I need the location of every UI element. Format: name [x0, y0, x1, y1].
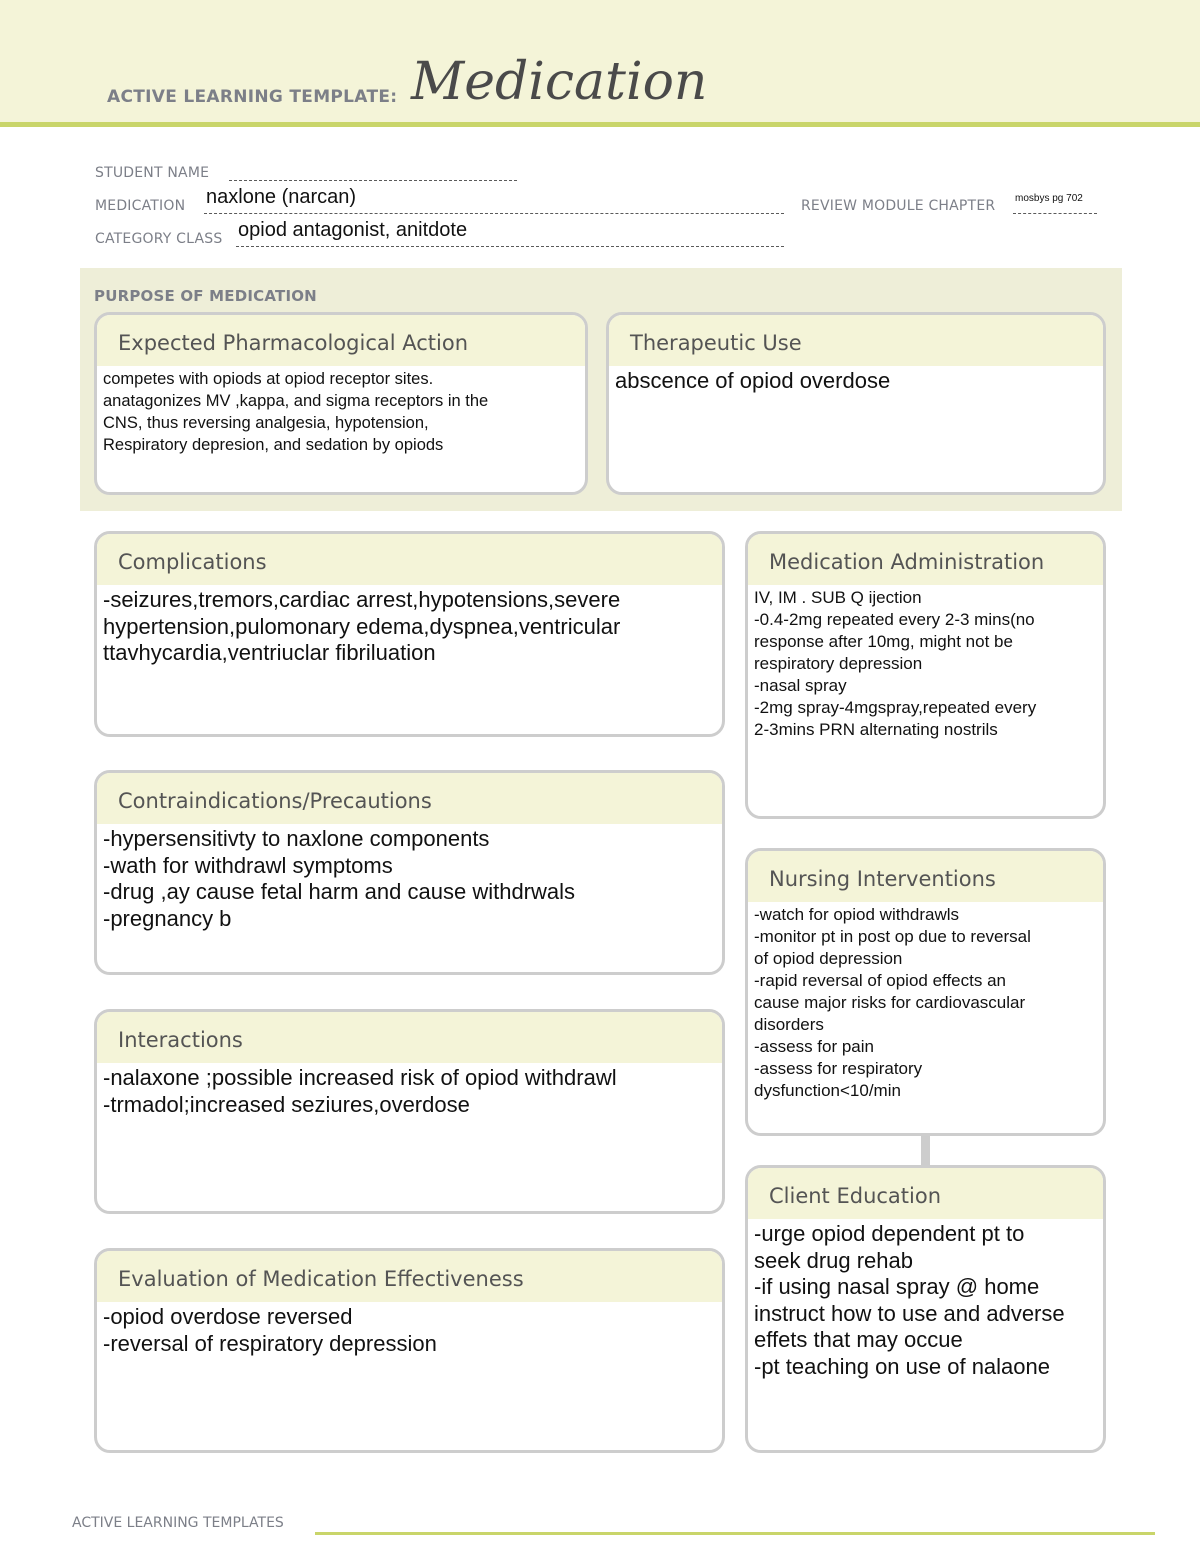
category-class-value[interactable]: opiod antagonist, anitdote — [238, 219, 468, 241]
expected-action-box — [94, 312, 588, 495]
contraindications-text[interactable]: -hypersensitivty to naxlone components -wath for withdrawl symptoms -drug ,ay cause fetal harm and cause withdrwals -pregnancy b — [103, 826, 576, 931]
category-class-line — [236, 246, 784, 247]
evaluation-text[interactable]: -opiod overdose reversed -reversal of respiratory depression — [103, 1304, 437, 1356]
evaluation-heading: Evaluation of Medication Effectiveness — [97, 1251, 722, 1302]
nursing-interventions-heading: Nursing Interventions — [748, 851, 1103, 902]
nursing-interventions-text[interactable]: -watch for opiod withdrawls -monitor pt in post op due to reversal of opiod depression -rapid reversal of opiod effects an cause major risks for cardiovascular disorders -assess for pain -assess for respiratory dysfunction<10/min — [754, 905, 1031, 1100]
footer-label: ACTIVE LEARNING TEMPLATES — [72, 1515, 284, 1531]
medication-line — [204, 213, 784, 214]
administration-box — [745, 531, 1106, 819]
header-divider — [0, 122, 1200, 127]
administration-heading: Medication Administration — [748, 534, 1103, 585]
therapeutic-use-heading: Therapeutic Use — [609, 315, 1103, 366]
page-title: Medication — [411, 52, 708, 112]
client-education-text[interactable]: -urge opiod dependent pt to seek drug rehab -if using nasal spray @ home instruct how to use and adverse effets that may occue -pt teaching on use of nalaone — [754, 1221, 1065, 1379]
evaluation-box — [94, 1248, 725, 1453]
client-education-box — [745, 1165, 1106, 1453]
contraindications-heading: Contraindications/Precautions — [97, 773, 722, 824]
medication-label: MEDICATION — [95, 198, 186, 214]
interactions-box — [94, 1009, 725, 1214]
review-module-line — [1013, 213, 1097, 214]
therapeutic-use-box — [606, 312, 1106, 495]
student-name-line — [229, 180, 517, 181]
administration-text[interactable]: IV, IM . SUB Q ijection -0.4-2mg repeated every 2-3 mins(no response after 10mg, might not be respiratory depression -nasal spray -2mg spray-4mgspray,repeated every 2-3mins PRN alternating nostrils — [754, 588, 1037, 739]
complications-heading: Complications — [97, 534, 722, 585]
complications-box — [94, 531, 725, 737]
client-education-heading: Client Education — [748, 1168, 1103, 1219]
nursing-interventions-box — [745, 848, 1106, 1136]
expected-action-heading: Expected Pharmacological Action — [97, 315, 585, 366]
review-module-label: REVIEW MODULE CHAPTER — [801, 198, 996, 214]
purpose-title: PURPOSE OF MEDICATION — [94, 287, 317, 305]
interactions-text[interactable]: -nalaxone ;possible increased risk of opiod withdrawl -trmadol;increased seziures,overdose — [103, 1065, 617, 1117]
complications-text[interactable]: -seizures,tremors,cardiac arrest,hypotensions,severe hypertension,pulomonary edema,dyspnea,ventricular ttavhycardia,ventriuclar fibriluation — [103, 587, 621, 665]
interactions-heading: Interactions — [97, 1012, 722, 1063]
therapeutic-use-text[interactable]: abscence of opiod overdose — [615, 368, 891, 393]
review-module-value[interactable]: mosbys pg 702 — [1015, 193, 1083, 204]
box-connector — [921, 1134, 930, 1166]
expected-action-text[interactable]: competes with opiods at opiod receptor sites. anatagonizes MV ,kappa, and sigma receptors in the CNS, thus reversing analgesia, hypotension, Respiratory depresion, and sedation by opiods — [103, 370, 489, 454]
category-class-label: CATEGORY CLASS — [95, 231, 223, 247]
footer-divider — [315, 1532, 1155, 1535]
student-name-label: STUDENT NAME — [95, 165, 210, 181]
medication-value[interactable]: naxlone (narcan) — [206, 186, 357, 208]
contraindications-box — [94, 770, 725, 975]
template-label: ACTIVE LEARNING TEMPLATE: — [107, 87, 398, 107]
